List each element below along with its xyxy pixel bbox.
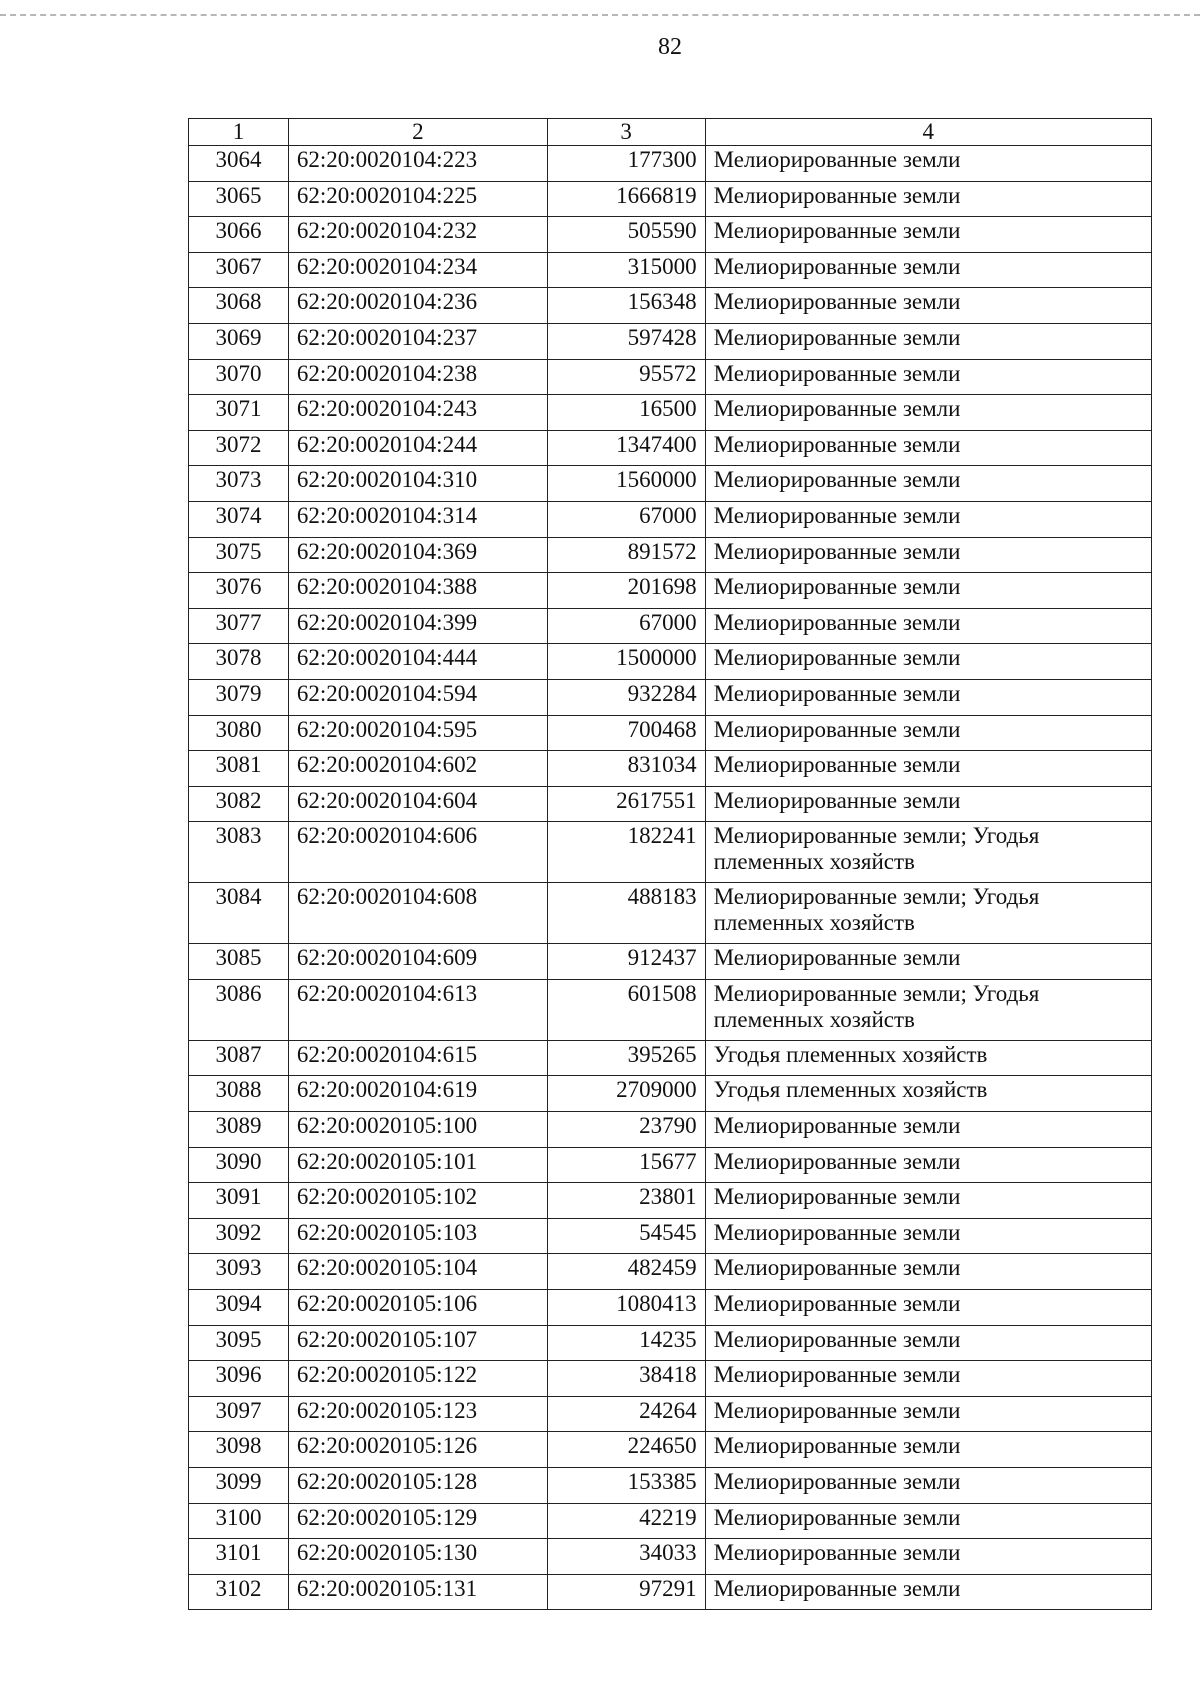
row-number: 3094	[189, 1290, 289, 1326]
land-register-table	[188, 118, 1152, 1610]
land-category: Мелиорированные земли	[705, 573, 1151, 609]
area-value: 201698	[547, 573, 705, 609]
table-row	[189, 979, 1152, 1040]
area-value: 831034	[547, 751, 705, 787]
cadastral-number: 62:20:0020104:236	[288, 288, 547, 324]
row-number: 3079	[189, 679, 289, 715]
area-value: 156348	[547, 288, 705, 324]
row-number: 3095	[189, 1325, 289, 1361]
land-category: Мелиорированные земли	[705, 1290, 1151, 1326]
land-category: Мелиорированные земли	[705, 181, 1151, 217]
cadastral-number: 62:20:0020104:223	[288, 146, 547, 182]
column-header-2: 2	[288, 119, 547, 146]
table-row	[189, 1432, 1152, 1468]
table-row	[189, 1325, 1152, 1361]
cadastral-number: 62:20:0020105:129	[288, 1503, 547, 1539]
row-number: 3069	[189, 323, 289, 359]
cadastral-number: 62:20:0020104:310	[288, 466, 547, 502]
cadastral-number: 62:20:0020104:444	[288, 644, 547, 680]
area-value: 67000	[547, 501, 705, 537]
area-value: 597428	[547, 323, 705, 359]
table-row	[189, 323, 1152, 359]
area-value: 482459	[547, 1254, 705, 1290]
area-value: 1347400	[547, 430, 705, 466]
area-value: 153385	[547, 1468, 705, 1504]
area-value: 1080413	[547, 1290, 705, 1326]
land-category: Мелиорированные земли	[705, 252, 1151, 288]
land-category: Мелиорированные земли	[705, 1468, 1151, 1504]
land-category: Угодья племенных хозяйств	[705, 1040, 1151, 1076]
row-number: 3101	[189, 1539, 289, 1575]
land-category: Мелиорированные земли	[705, 395, 1151, 431]
table-row	[189, 217, 1152, 253]
area-value: 224650	[547, 1432, 705, 1468]
area-value: 601508	[547, 979, 705, 1040]
land-category: Мелиорированные земли	[705, 944, 1151, 980]
table-row	[189, 1290, 1152, 1326]
cadastral-number: 62:20:0020104:369	[288, 537, 547, 573]
cadastral-number: 62:20:0020104:243	[288, 395, 547, 431]
row-number: 3064	[189, 146, 289, 182]
land-category: Мелиорированные земли	[705, 1325, 1151, 1361]
row-number: 3066	[189, 217, 289, 253]
land-category: Мелиорированные земли	[705, 1112, 1151, 1148]
area-value: 1560000	[547, 466, 705, 502]
table-row	[189, 608, 1152, 644]
table-row	[189, 181, 1152, 217]
area-value: 54545	[547, 1218, 705, 1254]
cadastral-number: 62:20:0020104:604	[288, 786, 547, 822]
table-row	[189, 1503, 1152, 1539]
area-value: 488183	[547, 883, 705, 944]
land-category: Мелиорированные земли	[705, 751, 1151, 787]
area-value: 1666819	[547, 181, 705, 217]
cadastral-number: 62:20:0020104:237	[288, 323, 547, 359]
cadastral-number: 62:20:0020105:101	[288, 1147, 547, 1183]
land-category: Мелиорированные земли	[705, 1147, 1151, 1183]
table-row	[189, 573, 1152, 609]
row-number: 3071	[189, 395, 289, 431]
table-row	[189, 679, 1152, 715]
table-row	[189, 430, 1152, 466]
row-number: 3091	[189, 1183, 289, 1219]
row-number: 3089	[189, 1112, 289, 1148]
cadastral-number: 62:20:0020104:594	[288, 679, 547, 715]
row-number: 3085	[189, 944, 289, 980]
table-body	[189, 146, 1152, 1610]
cadastral-number: 62:20:0020105:131	[288, 1574, 547, 1610]
table-row	[189, 751, 1152, 787]
cadastral-number: 62:20:0020105:126	[288, 1432, 547, 1468]
table-row	[189, 644, 1152, 680]
area-value: 14235	[547, 1325, 705, 1361]
cadastral-number: 62:20:0020105:123	[288, 1396, 547, 1432]
area-value: 23801	[547, 1183, 705, 1219]
land-category: Мелиорированные земли; Угодья племенных хозяйств	[705, 883, 1151, 944]
row-number: 3087	[189, 1040, 289, 1076]
land-category: Мелиорированные земли	[705, 1254, 1151, 1290]
land-category: Мелиорированные земли	[705, 430, 1151, 466]
cadastral-number: 62:20:0020104:613	[288, 979, 547, 1040]
row-number: 3098	[189, 1432, 289, 1468]
table-row	[189, 1396, 1152, 1432]
row-number: 3102	[189, 1574, 289, 1610]
land-category: Мелиорированные земли	[705, 644, 1151, 680]
row-number: 3065	[189, 181, 289, 217]
page-number: 82	[658, 34, 682, 60]
land-category: Мелиорированные земли	[705, 323, 1151, 359]
cadastral-number: 62:20:0020105:122	[288, 1361, 547, 1397]
cadastral-number: 62:20:0020104:225	[288, 181, 547, 217]
table-row	[189, 252, 1152, 288]
row-number: 3083	[189, 822, 289, 883]
land-category: Мелиорированные земли	[705, 1574, 1151, 1610]
row-number: 3090	[189, 1147, 289, 1183]
land-category: Мелиорированные земли	[705, 1539, 1151, 1575]
area-value: 34033	[547, 1539, 705, 1575]
column-header-1: 1	[189, 119, 289, 146]
cadastral-number: 62:20:0020105:103	[288, 1218, 547, 1254]
table-row	[189, 1254, 1152, 1290]
cadastral-number: 62:20:0020104:234	[288, 252, 547, 288]
cadastral-number: 62:20:0020104:314	[288, 501, 547, 537]
row-number: 3073	[189, 466, 289, 502]
land-category: Угодья племенных хозяйств	[705, 1076, 1151, 1112]
row-number: 3074	[189, 501, 289, 537]
land-category: Мелиорированные земли	[705, 1361, 1151, 1397]
area-value: 912437	[547, 944, 705, 980]
table-row	[189, 501, 1152, 537]
cadastral-number: 62:20:0020104:595	[288, 715, 547, 751]
row-number: 3084	[189, 883, 289, 944]
row-number: 3077	[189, 608, 289, 644]
table-row	[189, 1040, 1152, 1076]
area-value: 42219	[547, 1503, 705, 1539]
table-row	[189, 1218, 1152, 1254]
area-value: 38418	[547, 1361, 705, 1397]
table-row	[189, 1183, 1152, 1219]
land-category: Мелиорированные земли	[705, 1218, 1151, 1254]
row-number: 3067	[189, 252, 289, 288]
land-category: Мелиорированные земли	[705, 786, 1151, 822]
row-number: 3097	[189, 1396, 289, 1432]
cadastral-number: 62:20:0020104:606	[288, 822, 547, 883]
row-number: 3076	[189, 573, 289, 609]
cadastral-number: 62:20:0020104:244	[288, 430, 547, 466]
row-number: 3078	[189, 644, 289, 680]
area-value: 97291	[547, 1574, 705, 1610]
table-row	[189, 786, 1152, 822]
table-row	[189, 1147, 1152, 1183]
area-value: 2617551	[547, 786, 705, 822]
row-number: 3080	[189, 715, 289, 751]
land-category: Мелиорированные земли	[705, 466, 1151, 502]
area-value: 15677	[547, 1147, 705, 1183]
table-row	[189, 288, 1152, 324]
row-number: 3096	[189, 1361, 289, 1397]
table-row	[189, 1076, 1152, 1112]
table-row	[189, 1574, 1152, 1610]
area-value: 1500000	[547, 644, 705, 680]
row-number: 3072	[189, 430, 289, 466]
cadastral-number: 62:20:0020105:130	[288, 1539, 547, 1575]
row-number: 3088	[189, 1076, 289, 1112]
table-row	[189, 883, 1152, 944]
land-category: Мелиорированные земли	[705, 1183, 1151, 1219]
area-value: 395265	[547, 1040, 705, 1076]
table-header-row	[189, 119, 1152, 146]
land-category: Мелиорированные земли	[705, 501, 1151, 537]
cadastral-number: 62:20:0020105:104	[288, 1254, 547, 1290]
column-header-3: 3	[547, 119, 705, 146]
cadastral-number: 62:20:0020105:107	[288, 1325, 547, 1361]
area-value: 505590	[547, 217, 705, 253]
table-row	[189, 1468, 1152, 1504]
cadastral-number: 62:20:0020104:232	[288, 217, 547, 253]
cadastral-number: 62:20:0020105:128	[288, 1468, 547, 1504]
cadastral-number: 62:20:0020105:100	[288, 1112, 547, 1148]
table-row	[189, 1112, 1152, 1148]
cadastral-number: 62:20:0020104:615	[288, 1040, 547, 1076]
cadastral-number: 62:20:0020105:102	[288, 1183, 547, 1219]
row-number: 3099	[189, 1468, 289, 1504]
table-row	[189, 359, 1152, 395]
scan-edge-line	[0, 14, 1200, 16]
land-category: Мелиорированные земли	[705, 146, 1151, 182]
area-value: 95572	[547, 359, 705, 395]
area-value: 700468	[547, 715, 705, 751]
area-value: 24264	[547, 1396, 705, 1432]
cadastral-number: 62:20:0020104:608	[288, 883, 547, 944]
land-category: Мелиорированные земли	[705, 715, 1151, 751]
table-row	[189, 466, 1152, 502]
cadastral-number: 62:20:0020105:106	[288, 1290, 547, 1326]
cadastral-number: 62:20:0020104:238	[288, 359, 547, 395]
row-number: 3093	[189, 1254, 289, 1290]
row-number: 3081	[189, 751, 289, 787]
land-category: Мелиорированные земли	[705, 679, 1151, 715]
area-value: 891572	[547, 537, 705, 573]
area-value: 23790	[547, 1112, 705, 1148]
land-category: Мелиорированные земли	[705, 1396, 1151, 1432]
area-value: 67000	[547, 608, 705, 644]
area-value: 2709000	[547, 1076, 705, 1112]
row-number: 3068	[189, 288, 289, 324]
area-value: 182241	[547, 822, 705, 883]
land-category: Мелиорированные земли; Угодья племенных хозяйств	[705, 822, 1151, 883]
row-number: 3086	[189, 979, 289, 1040]
cadastral-number: 62:20:0020104:609	[288, 944, 547, 980]
table-row	[189, 944, 1152, 980]
table-row	[189, 822, 1152, 883]
table-row	[189, 715, 1152, 751]
row-number: 3100	[189, 1503, 289, 1539]
area-value: 315000	[547, 252, 705, 288]
land-category: Мелиорированные земли	[705, 217, 1151, 253]
table-row	[189, 395, 1152, 431]
row-number: 3075	[189, 537, 289, 573]
cadastral-number: 62:20:0020104:388	[288, 573, 547, 609]
table-row	[189, 146, 1152, 182]
table-row	[189, 537, 1152, 573]
land-category: Мелиорированные земли	[705, 608, 1151, 644]
land-category: Мелиорированные земли	[705, 537, 1151, 573]
land-category: Мелиорированные земли	[705, 359, 1151, 395]
area-value: 16500	[547, 395, 705, 431]
column-header-4: 4	[705, 119, 1151, 146]
land-category: Мелиорированные земли	[705, 1432, 1151, 1468]
area-value: 932284	[547, 679, 705, 715]
row-number: 3070	[189, 359, 289, 395]
cadastral-number: 62:20:0020104:399	[288, 608, 547, 644]
table-row	[189, 1539, 1152, 1575]
area-value: 177300	[547, 146, 705, 182]
row-number: 3092	[189, 1218, 289, 1254]
land-category: Мелиорированные земли	[705, 1503, 1151, 1539]
land-category: Мелиорированные земли	[705, 288, 1151, 324]
table-row	[189, 1361, 1152, 1397]
land-category: Мелиорированные земли; Угодья племенных хозяйств	[705, 979, 1151, 1040]
row-number: 3082	[189, 786, 289, 822]
cadastral-number: 62:20:0020104:602	[288, 751, 547, 787]
cadastral-number: 62:20:0020104:619	[288, 1076, 547, 1112]
